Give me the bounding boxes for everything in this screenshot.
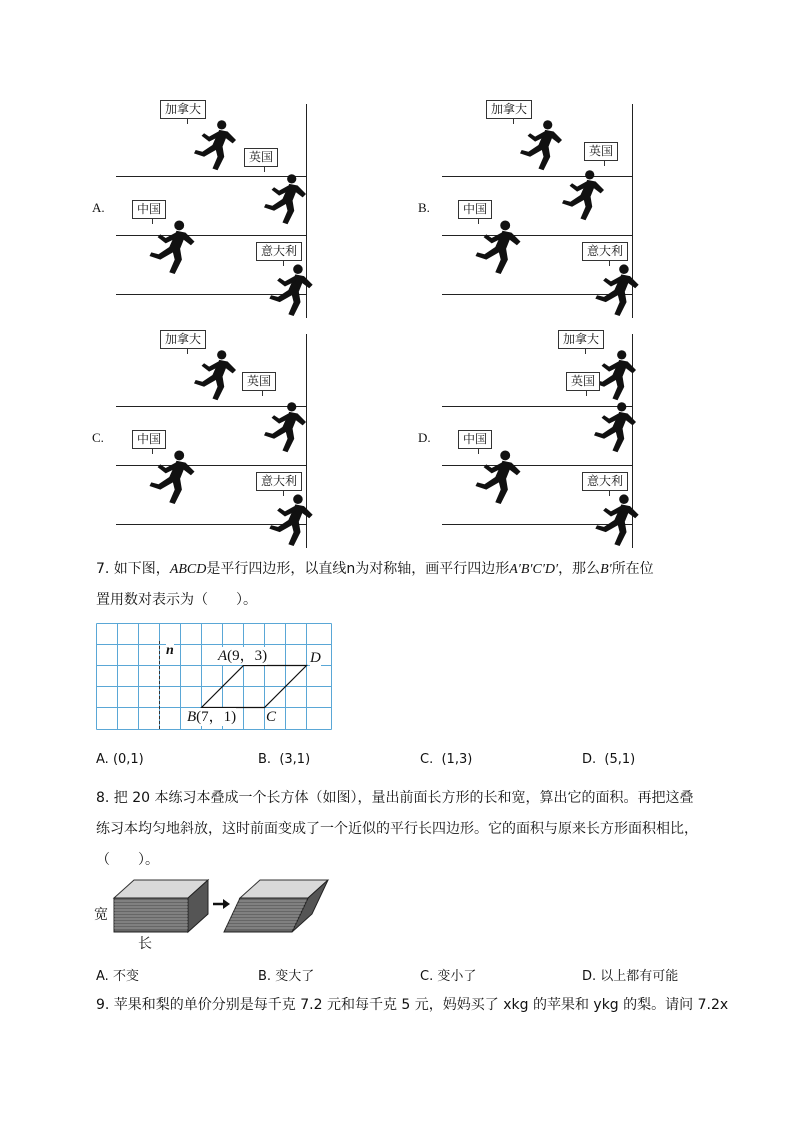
option-value: 以上都有可能: [600, 969, 679, 984]
option-letter: C.: [92, 430, 104, 445]
option-letter: D.: [582, 752, 597, 767]
book-stack-rect: [114, 880, 208, 932]
option-value: (5,1): [604, 752, 636, 767]
runner-italy-icon: [268, 264, 314, 316]
runner-uk-icon: [264, 172, 306, 226]
q8-option-b[interactable]: [258, 965, 314, 984]
point-b-label: [187, 708, 236, 726]
q7-prefix: 7. 如下图，: [96, 561, 170, 577]
point-b-letter: B: [187, 709, 197, 725]
option-letter: D.: [418, 430, 431, 445]
point-b-coord: (7，1): [196, 709, 237, 725]
label-italy: 意大利: [582, 242, 628, 261]
q6-option-d: [418, 330, 648, 550]
label-italy: 意大利: [582, 472, 628, 491]
q7-option-c[interactable]: [420, 752, 472, 767]
runner-canada-icon: [194, 348, 236, 402]
runner-italy-icon: [594, 264, 640, 316]
option-value: 变小了: [437, 969, 477, 984]
runner-china-icon: [142, 450, 202, 504]
q7-abcd-prime: A′B′C′D′: [509, 562, 559, 577]
option-value: (3,1): [279, 752, 311, 767]
label-china: 中国: [132, 430, 166, 449]
option-letter: B.: [258, 969, 272, 984]
runner-italy-icon: [268, 494, 314, 546]
runner-china-icon: [468, 450, 528, 504]
q8-text-line1: 8. 把 20 本练习本叠成一个长方体（如图），量出前面长方形的长和宽，算出它的面积。再把这叠: [96, 790, 694, 806]
q6-option-b: [418, 100, 648, 320]
q8-text-line3: （ ）。: [96, 852, 159, 868]
q7-mid2: ，那么: [558, 561, 601, 577]
runner-italy-icon: [594, 494, 640, 546]
option-letter: C.: [420, 969, 434, 984]
point-a-coord: (9，3): [227, 648, 268, 664]
option-letter: A.: [96, 752, 109, 767]
q7-suffix: 所在位: [611, 561, 654, 577]
point-a-letter: A: [218, 648, 228, 664]
runner-uk-icon: [562, 166, 604, 224]
runner-uk-icon: [594, 398, 636, 456]
label-uk: 英国: [584, 142, 618, 161]
label-china: 中国: [458, 200, 492, 219]
option-letter: B.: [418, 200, 430, 215]
axis-n-label: n: [166, 643, 174, 658]
option-letter: C.: [420, 752, 434, 767]
label-canada: 加拿大: [160, 330, 206, 349]
option-letter: B.: [258, 752, 272, 767]
runner-canada-icon: [594, 348, 636, 402]
arrow-right-icon: [213, 899, 230, 909]
label-canada: 加拿大: [160, 100, 206, 119]
point-d-label: D: [310, 650, 321, 666]
option-value: (0,1): [112, 752, 144, 767]
label-italy: 意大利: [256, 472, 302, 491]
q9-text-line1: 9. 苹果和梨的单价分别是每千克 7.2 元和每千克 5 元，妈妈买了 xkg 的苹果和 ykg 的梨。请问 7.2x: [96, 997, 729, 1013]
option-letter: A.: [92, 200, 105, 215]
label-uk: 英国: [242, 372, 276, 391]
runner-canada-icon: [520, 118, 562, 172]
length-label: 长: [138, 936, 152, 952]
q8-text-line2: 练习本均匀地斜放，这时前面变成了一个近似的平行长四边形。它的面积与原来长方形面积相比，: [96, 821, 698, 837]
option-value: 变大了: [275, 969, 315, 984]
q7-option-b[interactable]: [258, 752, 310, 767]
label-canada: 加拿大: [486, 100, 532, 119]
runner-uk-icon: [264, 398, 306, 456]
label-italy: 意大利: [256, 242, 302, 261]
option-value: (1,3): [441, 752, 473, 767]
point-a-label: [218, 647, 267, 665]
label-uk: 英国: [244, 148, 278, 167]
label-china: 中国: [458, 430, 492, 449]
option-letter: A.: [96, 969, 109, 984]
option-value: 不变: [112, 969, 139, 984]
runner-china-icon: [142, 220, 202, 274]
runner-china-icon: [468, 220, 528, 274]
runner-canada-icon: [194, 118, 236, 172]
book-stack-slanted: [224, 880, 328, 932]
q8-option-d[interactable]: [582, 965, 678, 984]
point-c-label: C: [266, 709, 277, 725]
option-letter: D.: [582, 969, 597, 984]
width-label: 宽: [94, 907, 108, 923]
label-canada: 加拿大: [558, 330, 604, 349]
q7-option-d[interactable]: [582, 752, 635, 767]
q6-option-a: [92, 100, 322, 320]
q7-b-prime: B′: [600, 562, 612, 577]
q7-option-a[interactable]: [96, 752, 144, 767]
q8-option-c[interactable]: [420, 965, 476, 984]
q7-text-line2: 置用数对表示为（ ）。: [96, 592, 257, 608]
label-china: 中国: [132, 200, 166, 219]
lane-line: [442, 176, 633, 177]
q7-mid: 是平行四边形，以直线n为对称轴，画平行四边形: [206, 561, 510, 577]
label-uk: 英国: [566, 372, 600, 391]
q6-option-c: [92, 330, 322, 550]
q8-option-a[interactable]: [96, 965, 139, 984]
q8-book-figure: [110, 876, 335, 934]
q7-abcd: ABCD: [169, 562, 207, 577]
q7-text-line1: [96, 559, 654, 580]
